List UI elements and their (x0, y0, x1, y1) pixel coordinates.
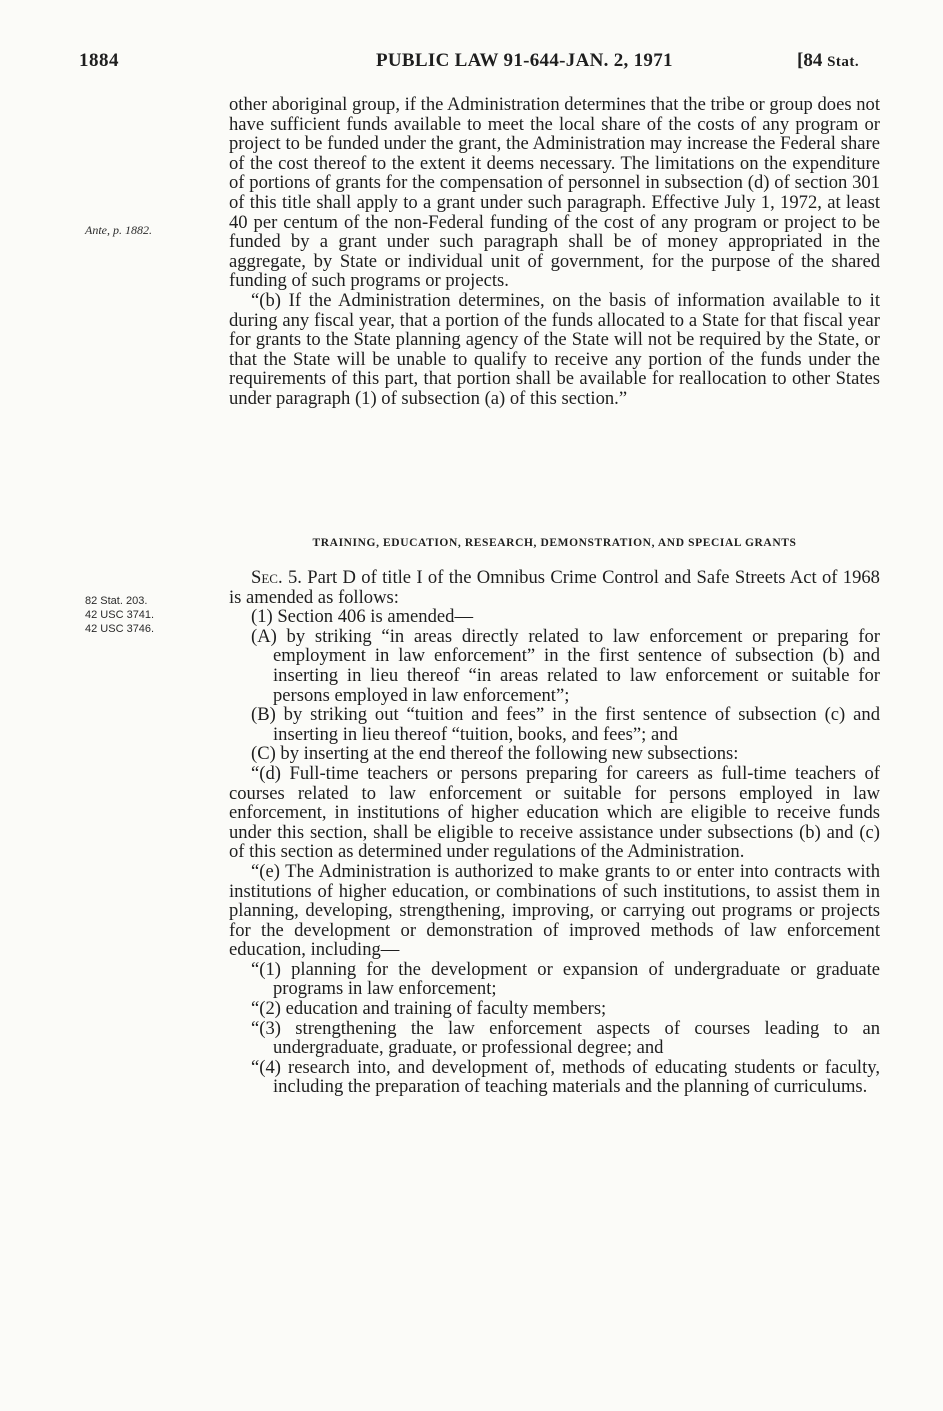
page-number: 1884 (79, 50, 119, 71)
running-head: PUBLIC LAW 91-644-JAN. 2, 1971 (376, 50, 673, 71)
volume-number: [84 (797, 50, 828, 71)
subsection-e: “(e) The Administration is authorized to make grants to or enter into contracts with institutions of higher education, or combinations of such institutions, to assist them in planning, developing, strengthening, improving, or carrying out programs or projects for the development or demonstration of improved methods of law enforcement education, including— (229, 860, 880, 961)
item-a: (A) by striking “in areas directly related to law enforcement or preparing for employment in law enforcement” in the first sentence of subsection (b) and inserting in lieu thereof “in areas related to law enforcement or suitable for persons employed in law enforcement”; (251, 625, 880, 706)
margin-note-ante: Ante, p. 1882. (85, 223, 152, 237)
item-c: (C) by inserting at the end thereof the following new subsections: (251, 743, 739, 765)
margin-note-citations: 82 Stat. 203. 42 USC 3741. 42 USC 3746. (85, 595, 155, 635)
volume-reference (797, 50, 859, 72)
body-block-1 (229, 95, 880, 409)
subsection-d: “(d) Full-time teachers or persons preparing for careers as full-time teachers of courses related to law enforcement or suitable for persons employed in law enforcement, in institutions of higher education which are eligible to receive funds under this section, shall be eligible to receive assistance under subsections (b) and (c) of this section as determined under regulations of the Administration. (229, 762, 880, 863)
item-1: (1) Section 406 is amended— (251, 606, 474, 628)
section-heading: TRAINING, EDUCATION, RESEARCH, DEMONSTRATION, AND SPECIAL GRANTS (312, 537, 797, 549)
volume-stat: Stat. (827, 54, 860, 70)
section-5-text: Part D of title I of the Omnibus Crime Control and Safe Streets Act of 1968 is amended as follows: (229, 567, 880, 608)
subsection-e-2: “(2) education and training of faculty members; (251, 998, 607, 1020)
body-block-2 (229, 568, 880, 1097)
section-label: Sec. 5. (251, 567, 302, 588)
paragraph-subsection-b: “(b) If the Administration determines, on the basis of information available to it during any fiscal year, that a portion of the funds allocated to a State for that fiscal year for grants to the State planning agency of the State will not be required by the State, or that the State will be unable to qualify to receive any portion of the funds under the requirements of this part, that portion shall be available for reallocation to other States under paragraph (1) of subsection (a) of this section.” (229, 289, 880, 409)
subsection-e-3: “(3) strengthening the law enforcement aspects of courses leading to an undergraduate, graduate, or professional degree; and (251, 1017, 880, 1059)
paragraph-continuation: other aboriginal group, if the Administration determines that the tribe or group does not have sufficient funds available to meet the local share of the costs of any program or project to be funded under the grant, the Administration may increase the Federal share of the cost thereof to the extent it deems necessary. The limitations on the expenditure of portions of grants for the compensation of personnel in subsection (d) of section 301 of this title shall apply to a grant under such paragraph. Effective July 1, 1972, at least 40 per centum of the non-Federal funding of the cost of any program or project to be funded by a grant under such paragraph shall be of money appropriated in the aggregate, by State or individual unit of government, for the purpose of the shared funding of such programs or projects. (229, 94, 880, 292)
item-b: (B) by striking out “tuition and fees” in the first sentence of subsection (c) and inserting in lieu thereof “tuition, books, and fees”; and (251, 704, 880, 745)
subsection-e-1: “(1) planning for the development or expansion of undergraduate or graduate programs in law enforcement; (251, 958, 880, 1000)
subsection-e-4: “(4) research into, and development of, methods of educating students or faculty, including the preparation of teaching materials and the planning of curriculums. (251, 1056, 880, 1098)
